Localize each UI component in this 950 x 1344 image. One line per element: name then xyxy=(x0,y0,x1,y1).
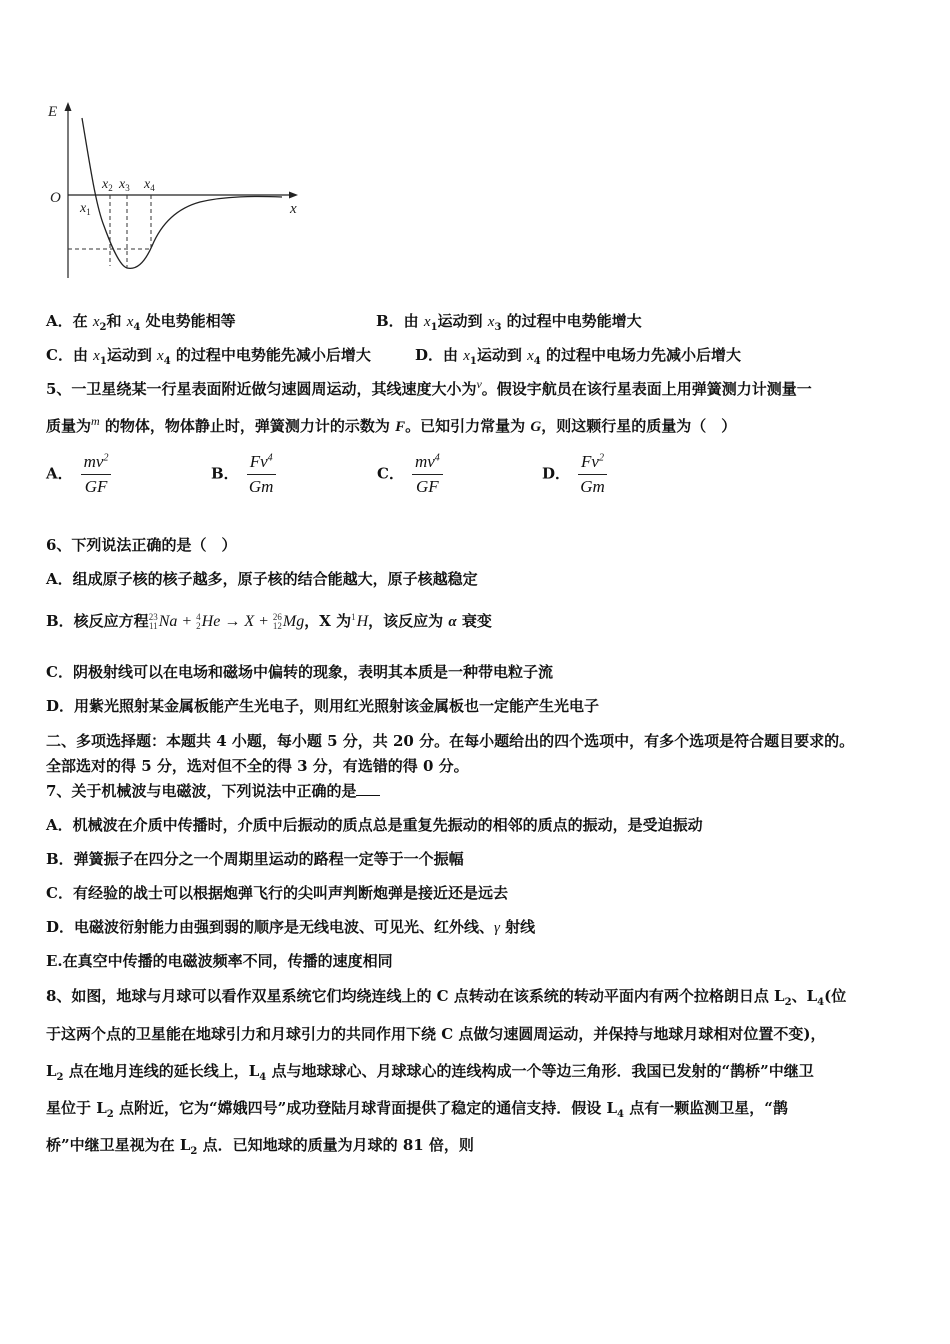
q5-stem-line2: 质量为$^m$ 的物体，物体静止时，弹簧测力计的示数为 F。已知引力常量为 G，则这颗行星的质量为（ ） xyxy=(46,414,737,435)
q7-option-e: E.在真空中传播的电磁波频率不同，传播的速度相同 xyxy=(46,952,393,970)
q7-option-d: D．电磁波衍射能力由强到弱的顺序是无线电波、可见光、红外线、γ 射线 xyxy=(46,918,536,936)
x2-label: $x_2$ xyxy=(102,177,113,193)
q6-option-c: C．阴极射线可以在电场和磁场中偏转的现象，表明其本质是一种带电粒子流 xyxy=(46,663,553,681)
q6-option-d: D．用紫光照射某金属板能产生光电子，则用红光照射该金属板也一定能产生光电子 xyxy=(46,697,600,715)
y-axis-label: E xyxy=(48,104,58,120)
section2-instructions-line2: 全部选对的得 5 分，选对但不全的得 3 分，有选错的得 0 分。 xyxy=(46,757,469,775)
x3-label: $x_3$ xyxy=(119,177,130,193)
q7-option-a: A．机械波在介质中传播时，介质中后振动的质点总是重复先振动的相邻的质点的振动，是受迫振动 xyxy=(46,816,703,834)
q5-option-c: C． $\frac{mv^4}{GF}$ xyxy=(377,452,443,497)
q8-line5: 桥”中继卫星视为在 $L_2$ 点．已知地球的质量为月球的 81 倍，则 xyxy=(46,1136,474,1157)
q4-option-a: A．在 $x_2$和 $x_4$ 处电势能相等 xyxy=(46,312,236,333)
answer-blank xyxy=(356,781,380,796)
x-axis-arrow xyxy=(289,192,298,199)
x-axis-label: x xyxy=(290,201,297,217)
origin-label: O xyxy=(50,190,61,206)
energy-curve xyxy=(82,118,282,268)
q7-stem: 7、关于机械波与电磁波，下列说法中正确的是 xyxy=(46,781,380,801)
q7-option-b: B．弹簧振子在四分之一个周期里运动的路程一定等于一个振幅 xyxy=(46,850,464,868)
q4-option-b: B．由 $x_1$运动到 $x_3$ 的过程中电势能增大 xyxy=(376,312,642,333)
q5-option-b: B． $\frac{Fv^4}{Gm}$ xyxy=(211,452,276,497)
q6-option-b: B．核反应方程23 11Na + 4 2He → X + 26 12Mg，X 为1 H，该反应为 α 衰变 xyxy=(46,612,492,632)
q8-line4: 星位于 $L_2$ 点附近，它为“嫦娥四号”成功登陆月球背面提供了稳定的通信支持．假设 $L_4$ 点有一颗监测卫星，“鹊 xyxy=(46,1099,788,1120)
q8-line2: 于这两个点的卫星能在地球引力和月球引力的共同作用下绕 C 点做匀速圆周运动，并保持与地球月球相对位置不变)， xyxy=(46,1025,826,1043)
q5-stem-line1: 5、一卫星绕某一行星表面附近做匀速圆周运动，其线速度大小为$^v$。假设宇航员在该行星表面上用弹簧测力计测量一 xyxy=(46,377,812,398)
x4-label: $x_4$ xyxy=(144,177,155,193)
q8-line1: 8、如图，地球与月球可以看作双星系统它们均绕连线上的 C 点转动在该系统的转动平面内有两个拉格朗日点 $L_2$、$L_4$(位 xyxy=(46,987,847,1008)
section2-instructions-line1: 二、多项选择题：本题共 4 小题，每小题 5 分，共 20 分。在每小题给出的四个选项中，有多个选项是符合题目要求的。 xyxy=(46,732,855,750)
q4-option-d: D．由 $x_1$运动到 $x_4$ 的过程中电场力先减小后增大 xyxy=(415,346,741,367)
y-axis-arrow xyxy=(65,102,72,111)
q5-option-d: D． $\frac{Fv^2}{Gm}$ xyxy=(542,452,607,497)
q5-option-a: A． $\frac{mv^2}{GF}$ xyxy=(46,452,111,497)
x1-label: $x_1$ xyxy=(80,201,91,217)
q7-option-c: C．有经验的战士可以根据炮弹飞行的尖叫声判断炮弹是接近还是远去 xyxy=(46,884,508,902)
q6-option-a: A．组成原子核的核子越多，原子核的结合能越大，原子核越稳定 xyxy=(46,570,478,588)
q6-stem: 6、下列说法正确的是（ ） xyxy=(46,536,237,554)
energy-position-graph xyxy=(40,96,320,286)
q4-option-c: C．由 $x_1$运动到 $x_4$ 的过程中电势能先减小后增大 xyxy=(46,346,371,367)
q8-line3: $L_2$ 点在地月连线的延长线上，$L_4$ 点与地球球心、月球球心的连线构成一个等边三角形．我国已发射的“鹊桥”中继卫 xyxy=(46,1062,814,1083)
